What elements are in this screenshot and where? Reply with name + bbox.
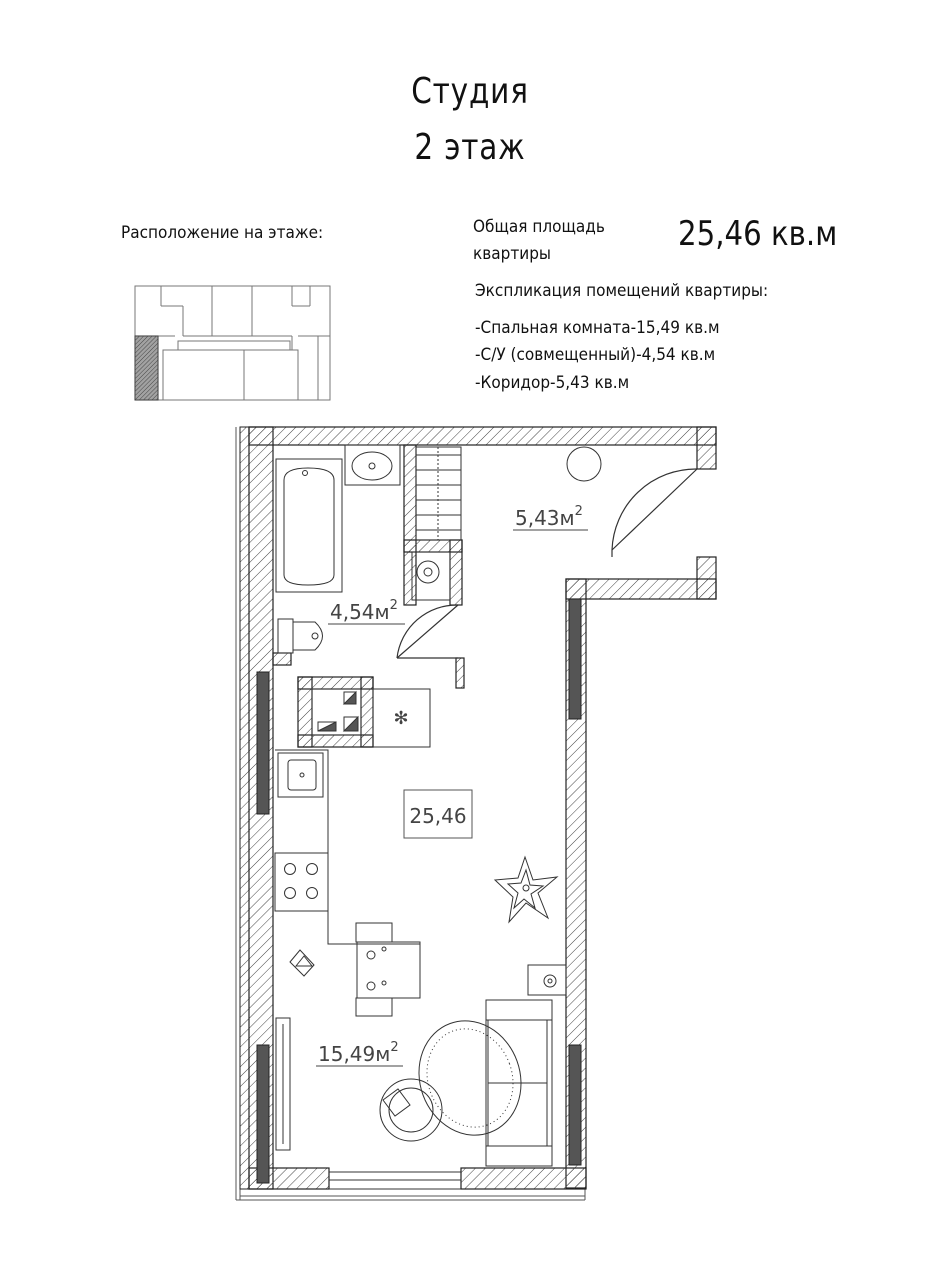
toilet [278,619,323,653]
corridor-area-value: 5,43м [515,506,575,530]
fridge [373,689,430,747]
living-area-sup: 2 [390,1040,399,1055]
total-area-box-label: 25,46 [409,804,467,828]
explication-item-bedroom: -Спальная комната-15,49 кв.м [475,318,720,338]
dining-table [356,923,420,1016]
wardrobe [416,447,461,540]
living-area-value: 15,49м [318,1042,391,1066]
highlighted-apartment-fill [135,336,158,400]
bathroom-sink [345,445,400,485]
floor-location-minimap [135,286,330,400]
bathtub [276,459,342,592]
total-area-label-1: Общая площадь [473,217,605,237]
location-label: Расположение на этаже: [121,223,324,243]
bathroom-area-sup: 2 [389,598,398,613]
explication-title: Экспликация помещений квартиры: [475,281,769,301]
papers-icon [290,950,314,976]
bedside-table [528,965,566,995]
kitchen-counter [275,750,420,944]
room-area-living [318,1040,399,1066]
room-area-bathroom [330,598,398,624]
round-fixture [567,447,601,481]
sofa [486,1000,552,1166]
armchair [380,1079,442,1141]
total-area-label-2: квартиры [473,244,552,264]
svg-text:✻: ✻ [393,708,409,729]
bathroom-door [397,605,458,658]
explication-item-corridor: -Коридор-5,43 кв.м [475,373,630,393]
total-area-box [404,790,472,838]
plant-icon [495,857,557,922]
kitchen-appliances [312,689,361,735]
corridor-area-sup: 2 [574,504,583,519]
explication-item-bathroom: -С/У (совмещенный)-4,54 кв.м [475,345,716,365]
entrance-door [612,469,697,557]
total-area-value: 25,46 кв.м [678,214,838,254]
bottom-window [329,1172,461,1189]
washing-machine [412,552,450,600]
bathroom-area-value: 4,54м [330,600,390,624]
floor-subtitle: 2 этаж [414,127,526,168]
radiator [276,1018,290,1150]
walls [249,427,716,1189]
page-title: Студия [411,71,529,112]
room-area-corridor [515,504,583,530]
